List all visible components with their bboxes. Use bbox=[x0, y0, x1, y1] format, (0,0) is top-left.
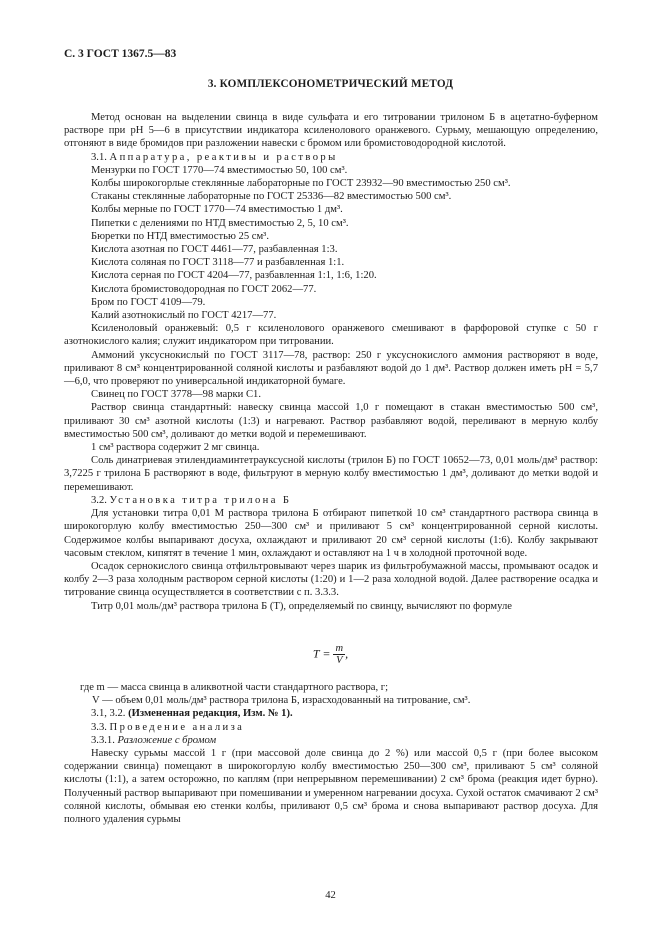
list-item: Бром по ГОСТ 4109—79. bbox=[91, 296, 206, 308]
subsection-3-2-number: 3.2. bbox=[91, 494, 107, 506]
list-item: Бюретки по НТД вместимостью 25 см³. bbox=[91, 230, 269, 242]
list-item: Колбы широкогорлые стеклянные лабораторные по ГОСТ 23932—90 вместимостью 250 см³. bbox=[91, 178, 511, 190]
analysis-paragraph: Навеску сурьмы массой 1 г (при массовой доле свинца до 2 %) или массой 0,5 г (при более высоком содержании свинца) помещают в широкогорлую колбу вместимостью 250—300 см³, приливают 5 см³ соляной кислоты (1:1), а затем осторожно, по каплям (при непрерывном перемешивании) 2 см³ брома (реакция идет бурно). Полученный раствор выпаривают при помешивании и умеренном нагревании досуха. Сухой остаток смачивают 2 см³ соляной кислоты, обмывая ею стенки колбы, приливают 0,5 см³ брома и снова выпаривают раствор досуха. Для полного удаления сурьмы bbox=[64, 748, 598, 826]
list-item: Калий азотнокислый по ГОСТ 4217—77. bbox=[91, 310, 277, 322]
where-v-definition: V — объем 0,01 моль/дм³ раствора трилона Б, израсходованный на титрование, см³. bbox=[92, 695, 471, 707]
lead-standard-paragraph: Раствор свинца стандартный: навеску свинца массой 1,0 г помещают в стакан вместимостью 500 см³, приливают 30 см³ азотной кислоты (1:3) и нагревают. Раствор разбавляют водой, переливают в мерную колбу вместимостью 500 см³, доливают до метки водой и перемешивают. bbox=[64, 402, 598, 440]
formula-lhs: T = bbox=[312, 646, 331, 661]
trilon-paragraph: Соль динатриевая этилендиаминтетрауксусной кислоты (трилон Б) по ГОСТ 10652—73, 0,01 моль/дм³ раствор: 3,7225 г трилона Б растворяют в воде, фильтруют в мерную колбу вместимостью 1 дм³, доливают до метки водой и перемешивают. bbox=[64, 455, 598, 493]
section-title: 3. КОМПЛЕКСОНОМЕТРИЧЕСКИЙ МЕТОД bbox=[207, 78, 454, 90]
formula-tail: , bbox=[345, 646, 349, 661]
document-body bbox=[64, 111, 598, 613]
xylenol-paragraph: Ксиленоловый оранжевый: 0,5 г ксиленолового оранжевого смешивают в фарфоровой ступке с 50 г азотнокислого калия; служит индикатором при титровании. bbox=[64, 323, 598, 348]
amendment-text: (Измененная редакция, Изм. № 1). bbox=[128, 708, 293, 720]
list-item: Колбы мерные по ГОСТ 1770—74 вместимостью 1 дм³. bbox=[91, 204, 343, 216]
subsection-3-3-title: Проведение анализа bbox=[109, 721, 245, 733]
ammonium-paragraph: Аммоний уксуснокислый по ГОСТ 3117—78, раствор: 250 г уксуснокислого аммония растворяют в воде, приливают 8 см³ концентрированной соляной кислоты и разбавляют водой до 1 дм³. Раствор должен иметь pH = 5,7—6,0, что проверяют по универсальной индикаторной бумаге. bbox=[64, 349, 598, 388]
subsection-3-2-heading bbox=[64, 494, 598, 507]
list-item: Стаканы стеклянные лабораторные по ГОСТ 25336—82 вместимостью 500 см³. bbox=[91, 191, 452, 203]
titer-paragraph-3: Титр 0,01 моль/дм³ раствора трилона Б (T), определяемый по свинцу, вычисляют по формуле bbox=[91, 600, 512, 612]
subsection-3-1-heading bbox=[64, 151, 598, 164]
list-item: Кислота азотная по ГОСТ 4461—77, разбавленная 1:3. bbox=[91, 244, 338, 256]
list-item: Кислота серная по ГОСТ 4204—77, разбавленная 1:1, 1:6, 1:20. bbox=[91, 270, 377, 282]
page-header: С. 3 ГОСТ 1367.5—83 bbox=[64, 48, 177, 60]
formula-fraction bbox=[333, 643, 345, 666]
lead-paragraph: Свинец по ГОСТ 3778—98 марки С1. bbox=[91, 389, 261, 401]
subsection-3-1-title: Аппаратура, реактивы и растворы bbox=[109, 151, 338, 163]
amendment-prefix: 3.1, 3.2. bbox=[91, 708, 126, 720]
subsection-3-3-1-title: Разложение с бромом bbox=[117, 734, 217, 746]
titer-paragraph-2: Осадок сернокислого свинца отфильтровывают через шарик из фильтробумажной массы, промывают осадок и колбу 2—3 раза холодным раствором серной кислоты (1:20) и 1—2 раза холодной водой. Далее растворение осадка и титрование свинца осуществляется в соответствии с п. 3.3.3. bbox=[64, 560, 598, 599]
subsection-3-3-heading bbox=[64, 721, 598, 734]
lead-concentration-paragraph: 1 см³ раствора содержит 2 мг свинца. bbox=[91, 442, 260, 454]
where-m-definition: где m — масса свинца в аликвотной части стандартного раствора, г; bbox=[80, 682, 389, 693]
formula-numerator: m bbox=[335, 643, 344, 654]
list-item: Кислота бромистоводородная по ГОСТ 2062—77. bbox=[91, 283, 317, 295]
subsection-3-3-1-heading bbox=[64, 734, 598, 747]
list-item: Мензурки по ГОСТ 1770—74 вместимостью 50, 100 см³. bbox=[91, 164, 348, 176]
titer-paragraph-1: Для установки титра 0,01 М раствора трилона Б отбирают пипеткой 10 см³ стандартного раствора свинца в широкогорлую колбу вместимостью 250—300 см³ и приливают 5 см³ концентрированной серной кислоты. Содержимое колбы выпаривают досуха, охлаждают и приливают 20 см³ серной кислоты (1:6). Колбу закрывают часовым стеклом, кипятят в течение 1 мин, охлаждают и оставляют на 1 ч в холодной проточной воде. bbox=[64, 508, 598, 559]
intro-paragraph: Метод основан на выделении свинца в виде сульфата и его титровании трилоном Б в ацетатно-буферном растворе при pH 5—6 в присутствии индикатора ксиленолового оранжевого. Сурьму, мешающую определению, отгоняют в виде бромидов при разложении навески с бромом или бромистоводородной кислотой. bbox=[64, 112, 598, 150]
list-item: Пипетки с делениями по НТД вместимостью 2, 5, 10 см³. bbox=[91, 217, 349, 229]
formula-denominator: V bbox=[336, 655, 343, 666]
list-item: Кислота соляная по ГОСТ 3118—77 и разбавленная 1:1. bbox=[91, 257, 345, 269]
document-body-continued bbox=[64, 681, 598, 826]
amendment-note bbox=[64, 707, 598, 720]
subsection-3-2-title: Установка титра трилона Б bbox=[109, 494, 292, 506]
subsection-3-3-1-number: 3.3.1. bbox=[91, 734, 115, 746]
subsection-3-3-number: 3.3. bbox=[91, 721, 107, 733]
page-number: 42 bbox=[325, 890, 336, 901]
subsection-3-1-number: 3.1. bbox=[91, 151, 107, 163]
titer-formula bbox=[0, 643, 661, 666]
